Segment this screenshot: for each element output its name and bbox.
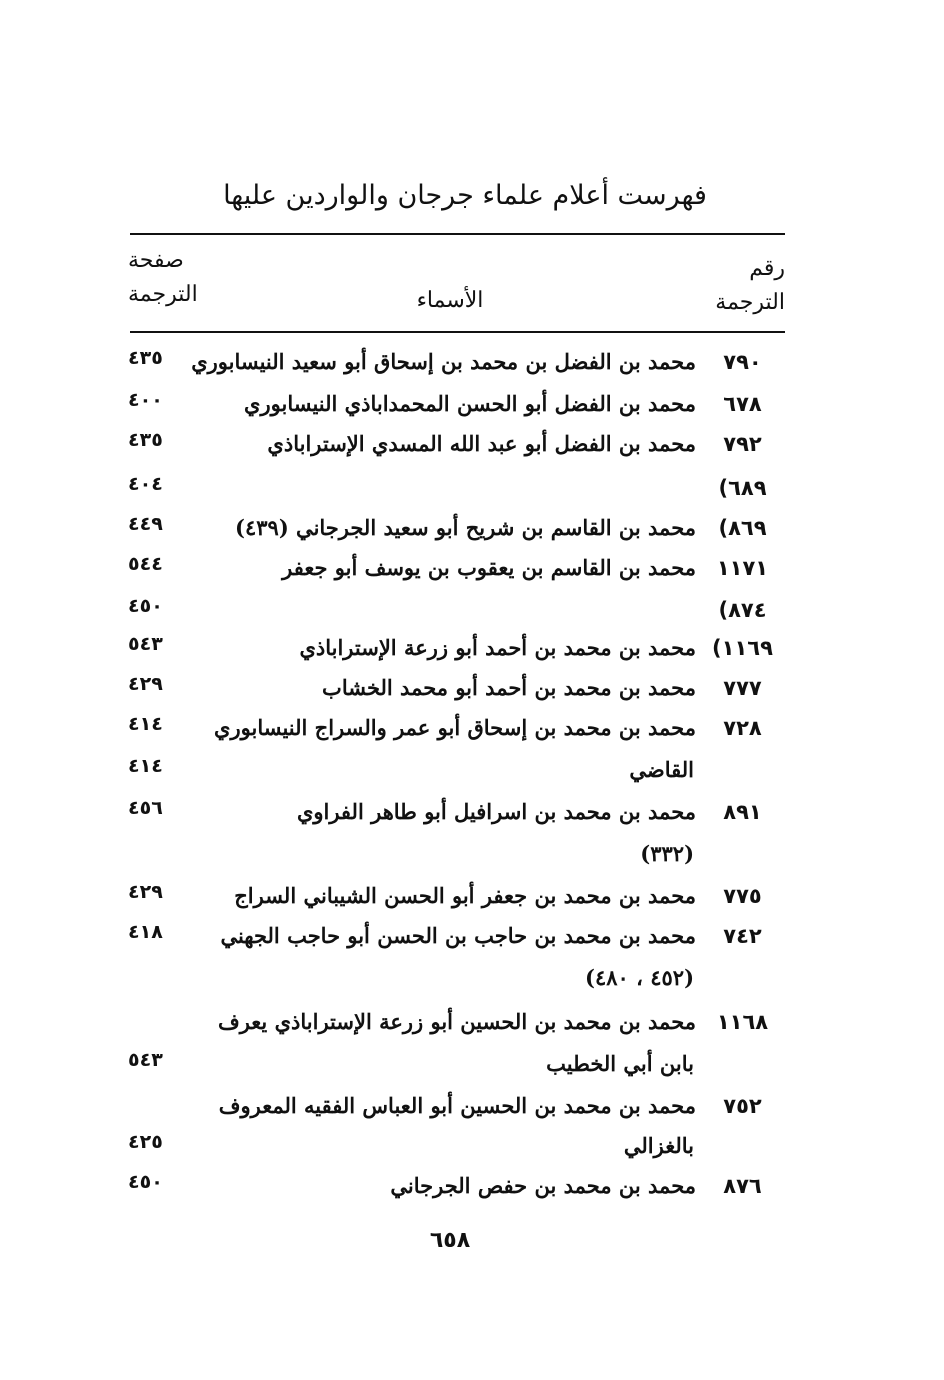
index-row	[0, 1126, 944, 1166]
index-row	[0, 792, 944, 832]
entry-name: محمد بن الفضل أبو الحسن المحمداباذي النيسابوري	[244, 391, 696, 416]
entry-number: ٨٦٩)	[718, 516, 767, 540]
entry-name: محمد بن محمد بن إسحاق أبو عمر والسراج النيسابوري	[214, 715, 696, 740]
entry-name: محمد بن محمد بن أحمد أبو محمد الخشاب	[322, 675, 696, 700]
entry-page: ٥٤٣	[128, 633, 163, 655]
entry-name-continuation: بالغزالي	[623, 1133, 694, 1158]
entry-number: ٨٧٤)	[718, 598, 767, 622]
index-row	[0, 628, 944, 668]
index-row	[0, 1044, 944, 1084]
index-row	[0, 384, 944, 424]
entry-page: ٤٠٠	[128, 389, 163, 411]
entry-number: ٦٧٨	[723, 392, 762, 416]
entry-number: ٨٧٦	[723, 1174, 762, 1198]
index-row	[0, 750, 944, 790]
entry-number: ١١٦٨	[716, 1010, 769, 1034]
entry-number: ٧٢٨	[723, 716, 762, 740]
index-row	[0, 1002, 944, 1042]
entry-page: ٤٢٩	[128, 881, 163, 903]
entry-number: ٧٧٥	[723, 884, 762, 908]
index-row	[0, 468, 944, 508]
entry-page: ٤٠٤	[128, 473, 163, 495]
entry-page: ٤١٤	[128, 755, 163, 777]
index-row	[0, 342, 944, 382]
index-row	[0, 508, 944, 548]
entry-page: ٤١٤	[128, 713, 163, 735]
entry-number: ٧٥٢	[723, 1094, 762, 1118]
index-row	[0, 668, 944, 708]
entry-name: محمد بن محمد بن الحسين أبو زرعة الإستراباذي يعرف	[217, 1009, 696, 1034]
index-row	[0, 708, 944, 748]
entry-number: ٦٨٩)	[718, 476, 767, 500]
index-row	[0, 958, 944, 998]
column-header-number	[700, 252, 785, 320]
entry-page: ٤٣٥	[128, 429, 163, 451]
header-top-rule	[130, 233, 785, 235]
entry-name: محمد بن القاسم بن شريح أبو سعيد الجرجاني (٤٣٩)	[235, 515, 696, 540]
entry-page: ٤٢٩	[128, 673, 163, 695]
entry-number: ١١٦٩)	[712, 636, 773, 660]
index-row	[0, 1166, 944, 1206]
column-header-page-line2: الترجمة	[128, 282, 198, 307]
entry-number: ٧٩٠	[723, 350, 762, 374]
column-header-page-line1: صفحة	[128, 248, 184, 273]
entry-name: محمد بن الفضل بن محمد بن إسحاق أبو سعيد النيسابوري	[191, 349, 696, 374]
column-header-names: الأسماء	[416, 288, 484, 313]
entry-name-continuation: (٤٥٢ ، ٤٨٠)	[585, 965, 694, 990]
entry-page: ٤٤٩	[128, 513, 163, 535]
entry-number: ١١٧١	[716, 556, 769, 580]
entry-name: محمد بن محمد بن اسرافيل أبو طاهر الفراوي	[296, 799, 696, 824]
entry-number: ٧٧٧	[723, 676, 762, 700]
index-row	[0, 834, 944, 874]
entry-name-continuation: (٣٣٢)	[640, 841, 694, 866]
entry-page: ٥٤٣	[128, 1049, 163, 1071]
entry-name: محمد بن محمد بن جعفر أبو الحسن الشيباني السراج	[234, 883, 696, 908]
entry-page: ٤٥٠	[128, 1171, 163, 1193]
entry-name: محمد بن محمد بن أحمد أبو زرعة الإستراباذي	[299, 635, 696, 660]
index-row	[0, 548, 944, 588]
entry-name-continuation: القاضي	[629, 757, 694, 782]
entry-name: محمد بن محمد بن الحسين أبو العباس الفقيه المعروف	[218, 1093, 696, 1118]
index-row	[0, 876, 944, 916]
page-number: ٦٥٨	[429, 1228, 471, 1253]
entry-name: محمد بن محمد بن حاجب بن الحسن أبو حاجب الجهني	[220, 923, 696, 948]
column-header-page	[128, 244, 208, 312]
entry-page: ٤٥٦	[128, 797, 163, 819]
entry-page: ٤١٨	[128, 921, 163, 943]
index-row	[0, 590, 944, 630]
entry-page: ٤٣٥	[128, 347, 163, 369]
entry-number: ٧٤٢	[723, 924, 762, 948]
entry-name: محمد بن القاسم بن يعقوب بن يوسف أبو جعفر	[282, 555, 696, 580]
index-row	[0, 424, 944, 464]
entry-name-continuation: بابن أبي الخطيب	[546, 1051, 694, 1076]
index-row	[0, 916, 944, 956]
entry-number: ٧٩٢	[723, 432, 762, 456]
entry-page: ٤٢٥	[128, 1131, 163, 1153]
entry-page: ٤٥٠	[128, 595, 163, 617]
page-title: فهرست أعلام علماء جرجان والواردين عليها	[223, 180, 707, 211]
entry-name: محمد بن الفضل أبو عبد الله المسدي الإستراباذي	[267, 431, 696, 456]
index-row	[0, 1086, 944, 1126]
entry-number: ٨٩١	[723, 800, 762, 824]
header-bottom-rule	[130, 331, 785, 333]
entry-name: محمد بن محمد بن حفص الجرجاني	[390, 1173, 696, 1198]
column-header-number-line2: الترجمة	[715, 290, 785, 315]
entry-page: ٥٤٤	[128, 553, 163, 575]
column-header-number-line1: رقم	[749, 256, 785, 281]
